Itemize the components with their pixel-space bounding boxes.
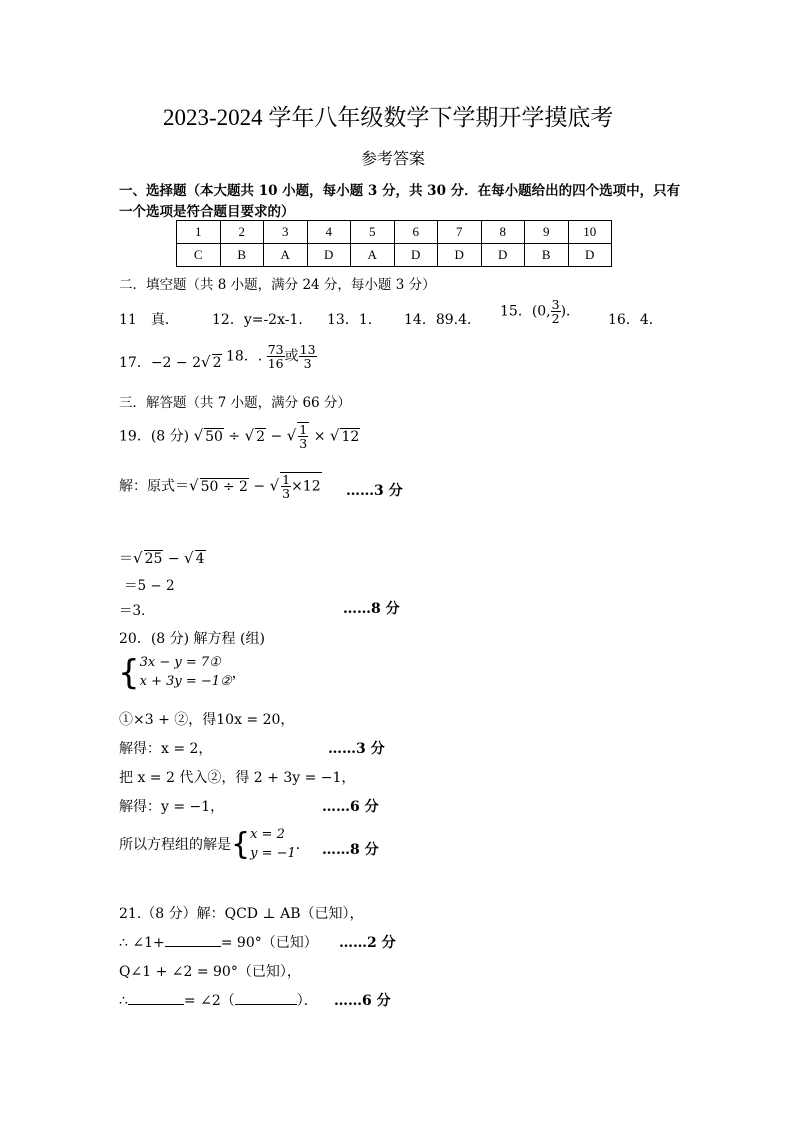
q21-score-6: ……6 分 bbox=[334, 993, 391, 1009]
fraction-denominator: 3 bbox=[303, 356, 312, 372]
q20-score-8: ……8 分 bbox=[322, 842, 379, 858]
q20-step4: 解得：y = −1， bbox=[119, 799, 225, 815]
answer-17 bbox=[119, 352, 222, 372]
radicand: 50 bbox=[205, 428, 223, 445]
equals-sign: ＝ bbox=[119, 551, 133, 567]
answer-number-cell: 5 bbox=[351, 221, 395, 244]
sqrt-sign: √ bbox=[269, 476, 280, 495]
answer-number-cell: 3 bbox=[264, 221, 308, 244]
solution-prefix: 解：原式＝ bbox=[119, 478, 189, 495]
answer-13: 13．1． bbox=[327, 312, 382, 328]
sqrt-sign: √ bbox=[189, 476, 199, 495]
q20-score-3: ……3 分 bbox=[328, 741, 385, 757]
fill-blank bbox=[235, 992, 297, 1005]
page-subtitle: 参考答案 bbox=[361, 149, 426, 168]
q20-step2: 解得：x = 2， bbox=[119, 741, 213, 757]
q19-score-8: ……8 分 bbox=[343, 601, 400, 617]
comma: ， bbox=[231, 665, 246, 682]
answer-number-cell: 10 bbox=[568, 221, 612, 244]
fraction-numerator: 1 bbox=[282, 472, 291, 487]
radicand: 25 bbox=[144, 551, 163, 567]
answer-15-fraction bbox=[551, 298, 561, 325]
solution-y: y = −1 bbox=[250, 845, 296, 861]
q20-step1: ①×3 + ②，得10x = 20， bbox=[119, 712, 295, 728]
equation-lines bbox=[140, 654, 232, 692]
answer-choice-cell: D bbox=[307, 244, 351, 267]
line2-suffix: = 90°（已知） bbox=[220, 935, 318, 951]
answer-table-answer-row bbox=[177, 244, 612, 267]
answer-choice-cell: B bbox=[220, 244, 264, 267]
solution-lines bbox=[250, 826, 296, 864]
q21-score-2: ……2 分 bbox=[339, 935, 396, 951]
fraction bbox=[298, 423, 308, 450]
answer-18-fraction-1 bbox=[267, 343, 285, 370]
answer-choice-cell: D bbox=[438, 244, 482, 267]
line4-mid: = ∠2（ bbox=[183, 993, 235, 1009]
q19-label: 19．(8 分) bbox=[119, 428, 190, 445]
answer-18-prefix: 18．. bbox=[226, 348, 263, 365]
answer-choice-cell: D bbox=[568, 244, 612, 267]
answer-number-cell: 2 bbox=[220, 221, 264, 244]
answer-choice-cell: C bbox=[177, 244, 221, 267]
radicand: 4 bbox=[195, 551, 205, 567]
times-sign: × bbox=[313, 428, 326, 445]
q20-score-6: ……6 分 bbox=[322, 799, 379, 815]
section2-header: 二．填空题（共 8 小题，满分 24 分，每小题 3 分） bbox=[119, 277, 436, 293]
fraction-denominator: 3 bbox=[282, 486, 291, 502]
sqrt-sign: √ bbox=[201, 353, 211, 371]
fill-blank bbox=[165, 934, 221, 947]
fraction-numerator: 1 bbox=[299, 422, 308, 437]
answer-15 bbox=[500, 298, 580, 325]
answer-table-number-row bbox=[177, 221, 612, 244]
radicand-fraction bbox=[280, 472, 322, 500]
q19-score-3: ……3 分 bbox=[346, 483, 403, 499]
answer-choice-cell: A bbox=[264, 244, 308, 267]
fraction-numerator: 13 bbox=[299, 342, 316, 357]
answer-18 bbox=[226, 343, 317, 370]
q20-equation-system bbox=[118, 654, 246, 692]
answer-number-cell: 7 bbox=[438, 221, 482, 244]
sqrt-sign: √ bbox=[184, 549, 194, 567]
q19-solution-line2 bbox=[119, 548, 206, 568]
conclusion-prefix: 所以方程组的解是 bbox=[119, 836, 231, 853]
answer-choice-cell: D bbox=[481, 244, 525, 267]
sqrt-sign: √ bbox=[244, 426, 255, 445]
answer-number-cell: 4 bbox=[307, 221, 351, 244]
answer-number-cell: 6 bbox=[394, 221, 438, 244]
answer-17-prefix: 17．−2 − 2 bbox=[119, 355, 201, 371]
answer-choice-cell: B bbox=[525, 244, 569, 267]
line2-prefix: ∴ ∠1+ bbox=[119, 935, 165, 951]
q19-solution-line3: ＝5 − 2 bbox=[124, 578, 175, 594]
q21-line1: 21.（8 分）解：QCD ⊥ AB（已知）， bbox=[119, 906, 364, 922]
fraction-numerator: 73 bbox=[267, 342, 284, 357]
minus-sign: − bbox=[270, 428, 283, 445]
solution-x: x = 2 bbox=[250, 827, 285, 842]
minus-sign: − bbox=[167, 551, 180, 567]
fraction-denominator: 2 bbox=[551, 311, 560, 327]
answer-12: 12．y=-2x-1． bbox=[212, 312, 313, 328]
answer-18-fraction-2 bbox=[299, 343, 317, 370]
sqrt-sign: √ bbox=[286, 426, 297, 445]
radicand: 2 bbox=[256, 428, 266, 445]
fraction bbox=[281, 473, 291, 500]
fraction-numerator: 3 bbox=[551, 297, 560, 312]
sqrt-sign: √ bbox=[133, 549, 143, 567]
fraction-denominator: 16 bbox=[267, 356, 284, 372]
answer-15-prefix: 15．(0, bbox=[500, 303, 551, 320]
q20-label: 20．(8 分) 解方程 (组) bbox=[119, 631, 265, 647]
section1-header-line2: 一个选项是符合题目要求的） bbox=[119, 204, 295, 220]
sqrt-sign: √ bbox=[329, 426, 340, 445]
fraction-denominator: 3 bbox=[299, 436, 308, 452]
left-brace: { bbox=[231, 826, 251, 862]
radicand: 12 bbox=[341, 428, 360, 445]
q21-line2 bbox=[119, 932, 318, 952]
equation-1: 3x − y = 7① bbox=[139, 655, 221, 670]
answer-number-cell: 1 bbox=[177, 221, 221, 244]
left-brace: { bbox=[118, 652, 140, 693]
sqrt-sign: √ bbox=[193, 426, 204, 445]
page-title: 2023-2024 学年八年级数学下学期开学摸底考 bbox=[163, 105, 614, 130]
answer-14: 14．89.4． bbox=[404, 312, 481, 328]
answer-table bbox=[176, 220, 612, 267]
fill-blank bbox=[128, 992, 184, 1005]
times-12: ×12 bbox=[291, 478, 321, 495]
answer-16: 16．4． bbox=[608, 312, 663, 328]
line4-prefix: ∴ bbox=[119, 993, 128, 1009]
section1-header-line1: 一、选择题（本大题共 10 小题，每小题 3 分，共 30 分．在每小题给出的四个选项中，只有 bbox=[119, 183, 681, 199]
answer-15-suffix: )． bbox=[560, 303, 581, 320]
answer-number-cell: 8 bbox=[481, 221, 525, 244]
answer-11: 11 真． bbox=[119, 312, 179, 328]
equation-2: x + 3y = −1② bbox=[139, 673, 232, 689]
q21-line3: Q∠1 + ∠2 = 90°（已知）， bbox=[119, 964, 301, 980]
question-19 bbox=[119, 422, 360, 450]
radicand-fraction bbox=[297, 422, 309, 450]
answer-choice-cell: D bbox=[394, 244, 438, 267]
q21-line4 bbox=[119, 990, 318, 1010]
radicand: 50 ÷ 2 bbox=[200, 478, 248, 495]
divide-sign: ÷ bbox=[228, 428, 241, 445]
q20-step3: 把 x = 2 代入②，得 2 + 3y = −1， bbox=[119, 770, 356, 786]
section3-header: 三．解答题（共 7 小题，满分 66 分） bbox=[119, 395, 351, 411]
conclusion-suffix: ． bbox=[295, 836, 310, 853]
q19-solution-line4: ＝3． bbox=[119, 603, 155, 619]
q20-conclusion bbox=[119, 826, 310, 864]
minus-sign: − bbox=[253, 478, 266, 495]
line4-suffix: ）． bbox=[296, 993, 318, 1009]
answer-18-or: 或 bbox=[284, 348, 299, 365]
answer-choice-cell: A bbox=[351, 244, 395, 267]
q19-solution-line1 bbox=[119, 472, 322, 500]
answer-number-cell: 9 bbox=[525, 221, 569, 244]
radicand: 2 bbox=[212, 355, 222, 371]
